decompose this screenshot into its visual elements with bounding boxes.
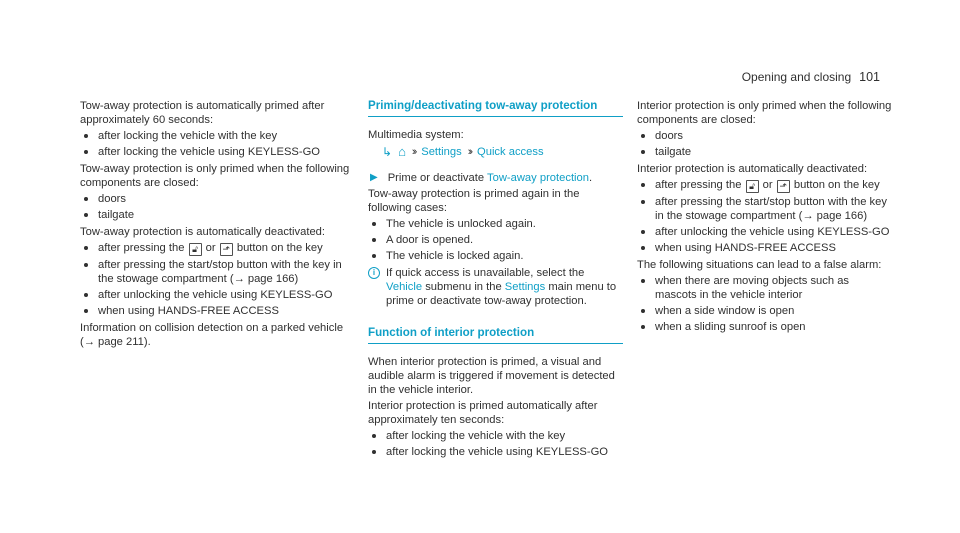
instruction-step: ▶ Prime or deactivate Tow-away protection. (370, 172, 593, 184)
paragraph: Tow-away protection is primed again in the following cases: (368, 188, 580, 214)
tailgate-key-icon: ⬏ (777, 180, 790, 193)
list-item: after locking the vehicle using KEYLESS-GO (80, 145, 350, 159)
paragraph: Tow-away protection is automatically primed after approximately 60 seconds: (80, 100, 325, 126)
page-reference: (→ page 166) (798, 210, 868, 222)
bullet-list (637, 129, 892, 159)
unlock-key-icon: 🔓︎ (189, 243, 202, 256)
home-icon: ⌂ (398, 144, 406, 159)
list-item: after unlocking the vehicle using KEYLESS-GO (637, 225, 892, 239)
tow-away-protection-link: Tow-away protection (487, 172, 589, 184)
menu-settings: Settings (421, 146, 462, 158)
list-item: when using HANDS-FREE ACCESS (637, 241, 892, 255)
menu-path (382, 145, 623, 159)
paragraph: Information on collision detection on a parked vehicle (→ page 211). (80, 322, 344, 348)
list-item: after pressing the 🔓︎ or ⬏ button on the key (637, 178, 892, 193)
bullet-list (80, 129, 350, 159)
list-item: after pressing the 🔓︎ or ⬏ button on the key (80, 241, 350, 256)
bullet-list (368, 429, 623, 459)
info-note: i If quick access is unavailable, select the Vehicle submenu in the Settings main menu to prime or deactivate tow-away protection. (368, 266, 623, 308)
paragraph: Multimedia system: (368, 129, 464, 141)
list-item: when a sliding sunroof is open (637, 320, 892, 334)
list-item: when there are moving objects such as mascots in the vehicle interior (637, 274, 892, 302)
column-3 (637, 99, 892, 337)
unlock-key-icon: 🔓︎ (746, 180, 759, 193)
list-item: after locking the vehicle using KEYLESS-GO (368, 445, 623, 459)
play-icon: ▶ (370, 172, 378, 183)
list-item: after locking the vehicle with the key (80, 129, 350, 143)
list-item: doors (80, 192, 350, 206)
list-item: after unlocking the vehicle using KEYLESS-GO (80, 288, 350, 302)
vehicle-link: Vehicle (386, 281, 423, 293)
list-item: doors (637, 129, 892, 143)
double-chevron-icon: ›› (467, 146, 472, 158)
section-title: Opening and closing (741, 70, 852, 84)
list-item: after pressing the start/stop button with the key in the stowage compartment (→ page 166) (80, 258, 350, 286)
bullet-list (368, 217, 623, 263)
list-item: after pressing the start/stop button with the key in the stowage compartment (→ page 166) (637, 195, 892, 223)
section-heading: Function of interior protection (368, 326, 623, 344)
list-item: when using HANDS-FREE ACCESS (80, 304, 350, 318)
section-heading: Priming/deactivating tow-away protection (368, 99, 623, 117)
list-item: when a side window is open (637, 304, 892, 318)
menu-quick-access: Quick access (477, 146, 544, 158)
bullet-list (80, 241, 350, 318)
list-item: tailgate (80, 208, 350, 222)
paragraph: The following situations can lead to a false alarm: (637, 259, 882, 271)
paragraph: Tow-away protection is automatically deactivated: (80, 226, 325, 238)
tailgate-key-icon: ⬏ (220, 243, 233, 256)
bullet-list (637, 178, 892, 255)
list-item: The vehicle is unlocked again. (368, 217, 623, 231)
paragraph: Interior protection is automatically deactivated: (637, 163, 868, 175)
return-arrow-icon: ↳ (382, 145, 393, 159)
column-1 (80, 99, 350, 351)
bullet-list (637, 274, 892, 334)
bullet-list (80, 192, 350, 222)
paragraph: Interior protection is only primed when the following components are closed: (637, 100, 892, 126)
paragraph: Tow-away protection is only primed when the following components are closed: (80, 163, 350, 189)
paragraph: When interior protection is primed, a visual and audible alarm is triggered if movement is detected in the vehicle interior. (368, 356, 615, 396)
page-header (742, 70, 880, 84)
info-icon: i (368, 267, 380, 279)
page-number: 101 (859, 70, 880, 84)
settings-link: Settings (504, 281, 546, 293)
list-item: The vehicle is locked again. (368, 249, 623, 263)
list-item: A door is opened. (368, 233, 623, 247)
page-reference: (→ page 166) (229, 273, 299, 285)
column-2 (368, 99, 623, 462)
paragraph: Interior protection is primed automatically after approximately ten seconds: (368, 400, 598, 426)
list-item: tailgate (637, 145, 892, 159)
double-chevron-icon: ›› (411, 146, 416, 158)
list-item: after locking the vehicle with the key (368, 429, 623, 443)
